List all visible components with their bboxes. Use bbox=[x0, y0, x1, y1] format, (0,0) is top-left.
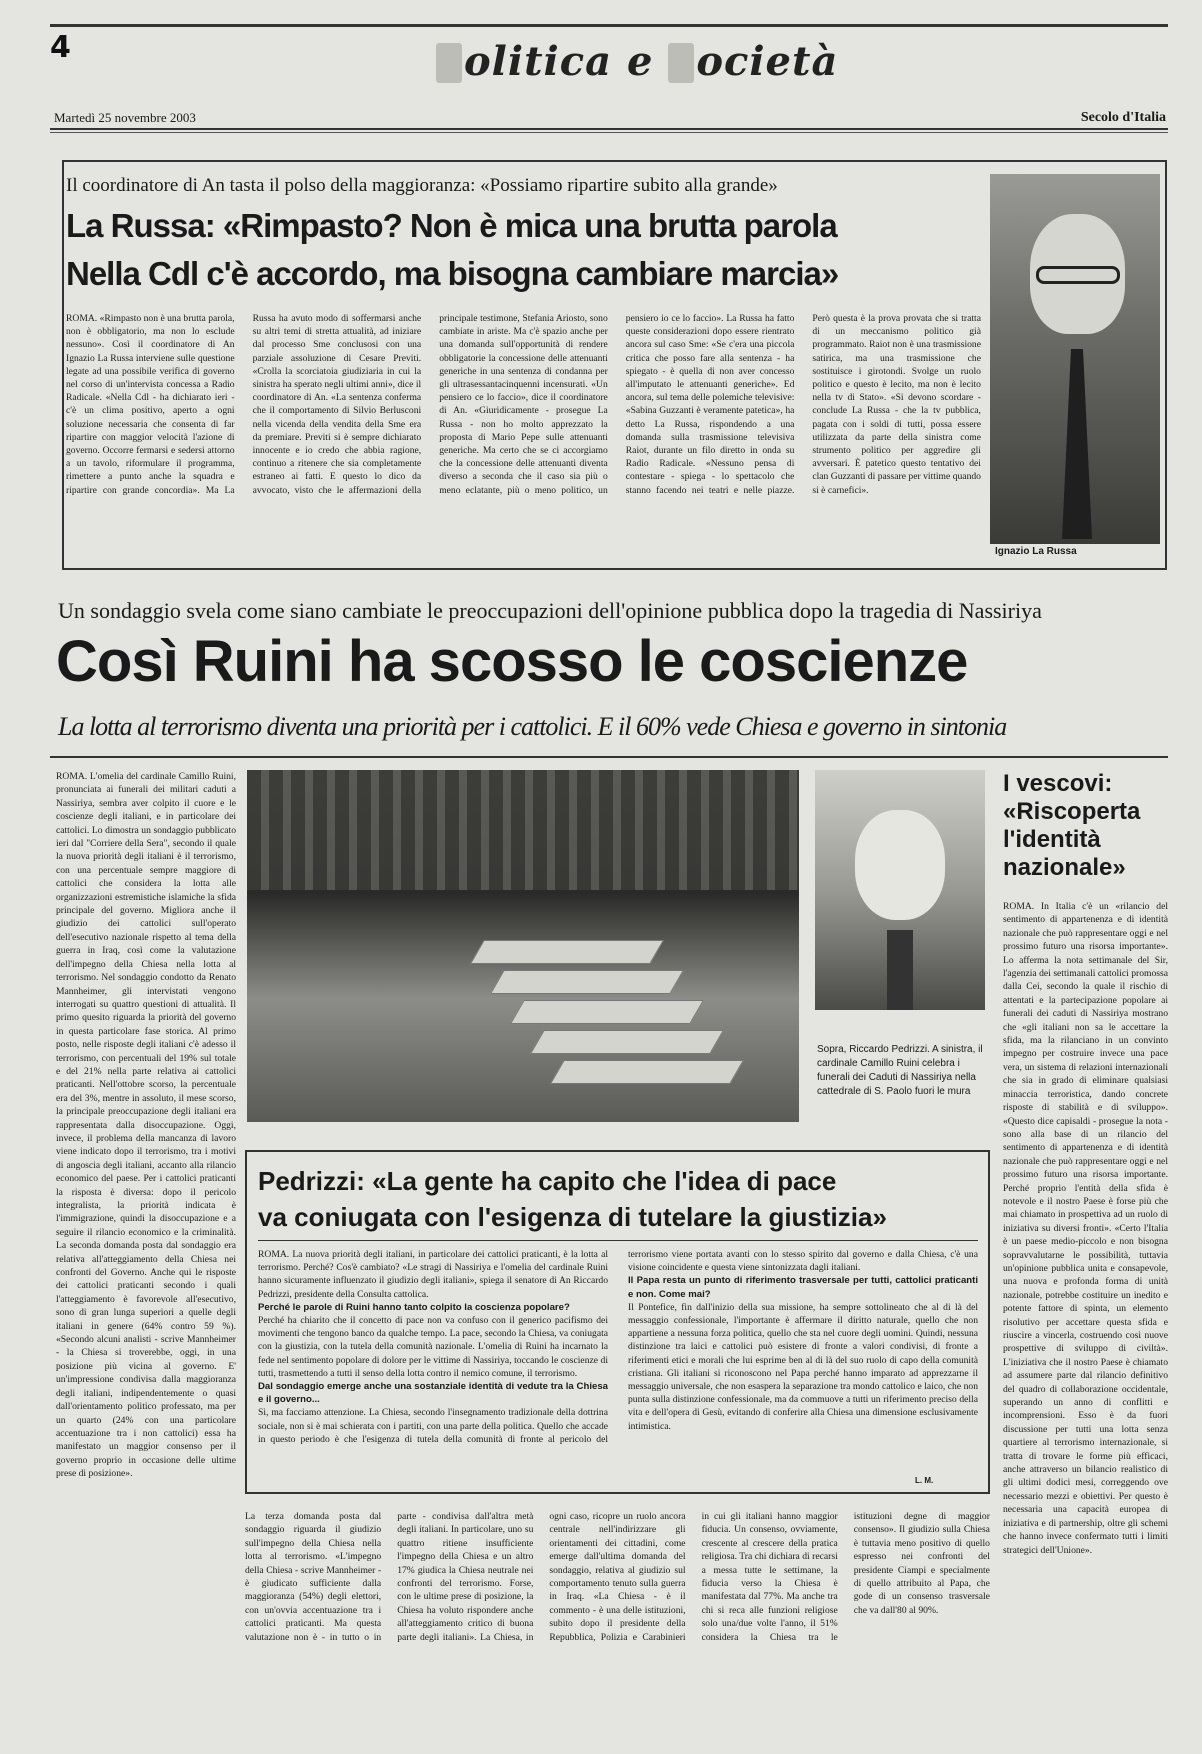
interview-answer: Perché ha chiarito che il concetto di pace non va confuso con il generico pacifismo dei movimenti che tengono banco da qualche tempo. La pace, secondo la Chiesa, va coniugata con la giustizia, con la tutela della comunità nazionale. L'omelia di Ruini ha incarnato la fede nel sentimento popolare di dolore per le vittime di Nassiriya, toccando le coscienze di tutti, trasmettendo a tutti il senso della lotta contro il nemico comune, il terrorismo. bbox=[258, 1315, 608, 1379]
section-initial-p-graphic bbox=[436, 43, 462, 83]
portrait-face bbox=[855, 810, 945, 920]
interview-question: Dal sondaggio emerge anche una sostanziale identità di vedute tra la Chiesa e il governo... bbox=[258, 1381, 608, 1406]
tie-graphic bbox=[1062, 349, 1092, 539]
coffin-graphic bbox=[550, 1060, 744, 1084]
section-title-text-1: olitica e bbox=[464, 38, 669, 85]
coffin-graphic bbox=[490, 970, 684, 994]
article-la-russa-headline bbox=[66, 202, 986, 298]
masthead-rule bbox=[50, 128, 1168, 130]
tie-graphic bbox=[887, 930, 913, 1010]
section-title-text-2: ocietà bbox=[696, 38, 839, 85]
interview-headline-line-2: va coniugata con l'esigenza di tutelare la giustizia» bbox=[258, 1202, 887, 1232]
interview-headline-line-1: Pedrizzi: «La gente ha capito che l'idea di pace bbox=[258, 1166, 837, 1196]
interview-headline bbox=[258, 1163, 978, 1235]
main-story-kicker: Un sondaggio svela come siano cambiate le preoccupazioni dell'opinione pubblica dopo la tragedia di Nassiriya bbox=[58, 598, 1042, 623]
article-la-russa-body: ROMA. «Rimpasto non è una brutta parola, non è obbligatorio, ma non lo esclude nessuno». Così il coordinatore di An Ignazio La Russa interviene sulle questione legate ad una possibile verifica di governo nel corso di un'intervista concessa a Radio Radicale. «Nella Cdl - ha dichiarato ieri - c'è un clima positivo, aperto a ogni soluzione necessaria che consenta di far ripartire con maggior velocità l'azione di governo. Occorre fermarsi e sedersi attorno a un tavolo, riformulare il programma, rimettere a punto anche la squadra e ripartire con grande concordia». Ma La Russa ha avuto modo di soffermarsi anche su altri temi di stretta attualità, ad iniziare dal processo Sme conclusosi con una parziale assoluzione di Cesare Previti. «Crolla la scorciatoia giudiziaria in cui la sinistra ha sperato negli ultimi anni», dice il coordinatore di An. «La sentenza conferma che il comportamento di Silvio Berlusconi nella vicenda della vendita della Sme era da premiare. Previti si è sempre dichiarato innocente e io credo che abbia ragione, continuo a ritenere che sia completamente estraneo ai fatti. E questo lo dico da avvocato, visto che le affermazioni della principale testimone, Stefania Ariosto, sono cambiate in ariste. Ma c'è spazio anche per una domanda sull'opportunità di rendere obbligatorie la concessione delle attenuanti generiche in una sentenza di condanna per gli ultrasessantacinquenni incensurati. «Un pensiero ce lo faccio», dice il coordinatore di An. «Giuridicamente - prosegue La Russa - non ho molto apprezzato la proposta di Mario Pepe sulle attenuanti generiche. Ma certo che se ci accorgiamo che la concessione delle attenuanti diventa diverso a seconda che il caso sia più o meno eclatante, più o meno politico, un pensiero io ce lo faccio». La Russa ha fatto queste considerazioni dopo essere rientrato ancora sul caso Sme: «Se c'era una piccola critica che posso fare alla sentenza - ha spiegato - è quella di non aver concesso all'imputato le attenuanti generiche». Ed ancora, sul tema delle polemiche televisive: «Sabina Guzzanti è veramente patetica», ha detto La Russa, rispondendo a una domanda sulla trasmissione televisiva Raiot, durante un filo diretto in onda su Radio Radicale. «Nessuno pensa di contestare - spiega - lo spettacolo che stanno facendo nei teatri e nelle piazze. Però questa è la prova provata che si tratta di un meccanismo politico già programmato. Raiot non è una trasmissione satirica, ma una trasmissione che sostituisce i girotondi. Svolge un ruolo politico e questo è lecito, ma non è lecito nella tv di Stato». «Si devono scordare - conclude La Russa - che la tv pubblica, pagata con i soldi di tutti, possa essere utilizzata da parte della sinistra come strumento politico per aggredire gli avversari. È patetico questo tentativo dei clan Guzzanti di passare per vittime quando si è carnefici». bbox=[66, 313, 981, 496]
sidebar-headline: I vescovi: «Riscoperta l'identità nazionale» bbox=[1003, 770, 1141, 881]
glasses-icon bbox=[1036, 266, 1120, 284]
main-story-subhead: La lotta al terrorismo diventa una priorità per i cattolici. E il 60% vede Chiesa e governo in sintonia bbox=[58, 712, 1007, 741]
photo-caption: Sopra, Riccardo Pedrizzi. A sinistra, il cardinale Camillo Ruini celebra i funerali dei Caduti di Nassiriya nella cattedrale di S. Paolo fuori le mura bbox=[817, 1044, 983, 1097]
main-story-bottom-columns: La terza domanda posta dal sondaggio riguarda il giudizio sull'impegno della Chiesa nella lotta al terrorismo. «L'impegno della Chiesa - scrive Mannheimer - è giudicato sufficiente dalla maggioranza (54%) degli elettori, con un'ovvia accentuazione tra i cattolici praticanti. Ma questa valutazione non è - in tutto o in parte - condivisa dall'altra metà degli italiani. In particolare, uno su quattro ritiene insufficiente l'impegno della Chiesa e un altro 17% giudica la Chiesa neutrale nei confronti del terrorismo. Forse, con le ultime prese di posizione, la Chiesa ha voluto rispondere anche all'atteggiamento critico di buona parte degli italiani». La Chiesa, in ogni caso, ricopre un ruolo ancora centrale nell'indirizzare gli orientamenti dei cittadini, come emerge dall'ultima domanda del sondaggio, relativa al giudizio sul comportamento tenuto sulla guerra in Iraq. «La Chiesa - è il commento - è una delle istituzioni, subito dopo il presidente della Repubblica, Polizia e Carabinieri in cui gli italiani hanno maggior fiducia. Un consenso, ovviamente, crescente al crescere della pratica religiosa. Tra chi dichiara di recarsi a messa tutte le settimane, la fiducia verso la Chiesa è manifestata dal 77%. Ma anche tra chi si reca alle funzioni religiose solo una/due volte l'anno, il 51% considera la Chiesa tra le istituzioni degne di maggior consenso». Il giudizio sulla Chiesa è tuttavia meno positivo di quello espresso nei confronti del presidente Ciampi e specialmente di quello attribuito al Papa, che gode di un consenso trasversale che va dall'80 al 90%. bbox=[245, 1511, 990, 1643]
interview-body bbox=[258, 1248, 978, 1473]
coffin-graphic bbox=[530, 1030, 724, 1054]
section-title bbox=[436, 38, 838, 85]
top-rule bbox=[50, 24, 1168, 27]
page-number: 4 bbox=[50, 30, 71, 65]
main-story-headline: Così Ruini ha scosso le coscienze bbox=[56, 629, 968, 694]
section-initial-s-graphic bbox=[668, 43, 694, 83]
sidebar-body: ROMA. In Italia c'è un «rilancio del sentimento di appartenenza e di identità nazionale che può rappresentare oggi e nel prossimo futuro una risorsa importante». Lo afferma la nota settimanale del Sir, l'agenzia dei settimanali cattolici promossa dalla Cei, secondo la quale il rischio di attentati e la partecipazione popolare ai funerali dei caduti di Nassiriya mostrano che «gli italiani non sa le accettare la sfida, ma la rilanciano in un convinto impegno per costruire invece una pace vera, un sistema di relazioni internazionali che sia in grado di eliminare qualsiasi minaccia terroristica, dando concrete risposte di stabilità e di sviluppo». «Questo dice capisaldi - prosegue la nota - sono alla base di un rilancio del sentimento di appartenenza e di identità nazionale che può rappresentare oggi e nel prossimo futuro una risorsa importante. Perché proprio l'entità della sfida è notevole e il nostro Paese è forse più che mai chiamato in prospettiva ad un ruolo di iniziativa su diversi fronti». «Certo l'Italia è un paese medio-piccolo e non bisogna sopravvalutarne le possibilità, tuttavia un'opinione pubblica unita e consapevole, una nuova e profonda forma di unità nazionale, potrebbe costituire un inedito e potente fattore di spinta, un elemento risolutivo per accettare questa sfida e riuscire a vincerla, costruendo così nuove prospettive di sviluppo di civiltà». L'iniziativa che il nostro Paese è chiamato ad assumere parte dal rilancio definitivo del quadro di collaborazione occidentale, superando un anno di conflitti e incomprensioni. Esso è da fuori discussione per tutti una lotta senza quartiere al terrorismo internazionale, si tratta di trovare le forme più efficaci, anche attraverso un bilancio realistico di gli ultimi dodici mesi, correggendo ove necessario mezzi e obiettivi. Per questo è necessaria una capacità europea di iniziativa e di partnership, oltre gli schemi che hanno invece confermato tutti i limiti strategici dell'Unione». bbox=[1003, 901, 1168, 1556]
interview-question: Perché le parole di Ruini hanno tanto colpito la coscienza popolare? bbox=[258, 1301, 570, 1313]
article-la-russa-kicker: Il coordinatore di An tasta il polso della maggioranza: «Possiamo ripartire subito alla grande» bbox=[66, 175, 778, 196]
la-russa-photo-caption: Ignazio La Russa bbox=[995, 546, 1077, 557]
coffin-graphic bbox=[510, 1000, 704, 1024]
interview-question: Il Papa resta un punto di riferimento trasversale per tutti, cattolici praticanti e non. Come mai? bbox=[628, 1275, 978, 1300]
masthead-rule-thin bbox=[50, 132, 1168, 133]
funeral-photo bbox=[247, 770, 799, 1122]
interview-signature: L. M. bbox=[915, 1476, 934, 1485]
headline-line-2: Nella Cdl c'è accordo, ma bisogna cambiare marcia» bbox=[66, 255, 839, 292]
main-story-left-column: ROMA. L'omelia del cardinale Camillo Ruini, pronunciata ai funerali dei militari caduti a Nassiriya, sembra aver colpito il cuore e le coscienze degli italiani, e in particolare dei cattolici. Lo dimostra un sondaggio pubblicato ieri dal "Corriere della Sera", secondo il quale la nuova priorità degli italiani è il terrorismo, con una percentuale sempre maggiore di cattolici che considera la lotta alle organizzazioni estremistiche islamiche la sfida principale del governo. Migliora anche il giudizio dei cattolici sull'operato dell'esecutivo nazionale rispetto al tema della guerra in Iraq, così come la valutazione dell'impegno della Chiesa nella lotta al terrorismo. Nel sondaggio condotto da Renato Mannheimer, gli intervistati vengono interrogati su quattro questioni di attualità. Il primo quesito riguarda la priorità del governo in questa particolare fase storica. Al primo posto, nelle risposte degli italiani c'è adesso il terrorismo, con percentuali del 19% sul totale e del 21% nella parte relativa ai cattolici praticanti. Nell'ottobre scorso, la percentuale era del 3%, mentre in assoluto, il mese scorso, la principale preoccupazione degli italiani era rappresentata dalla disoccupazione. Oggi, invece, il problema della mancanza di lavoro viene indicato dopo il terrorismo, tra i motivi di angoscia degli italiani, accanto alla rilancio economico del paese. Per i cattolici praticanti la risposta è diversa: dopo il pericolo integralista, la priorità indicata è l'immigrazione, quindi la disoccupazione e a seguire il rilancio economico e la criminalità. La seconda domanda posta dal sondaggio era relativa all'atteggiamento della Chiesa nei confronti del Governo. Anche qui le risposte dei cattolici praticanti secondo i quali l'atteggiamento è favorevole all'esecutivo, sono di gran lunga superiori a quelle degli italiani in genere (64% contro 59 %). «Secondo alcuni analisti - scrive Mannheimer - la Chiesa si troverebbe, oggi, in una posizione più vicina al governo. E' un'impressione condivisa dalla maggioranza degli italiani, indipendentemente o quasi dall'orientamento politico professato, ma per un quarto (24% con una particolare accentuazione tra i non cattolici) essa ha manifestato un maggior consenso per il governo proprio in occasione delle ultime prese di posizione». bbox=[56, 771, 236, 1480]
crowd-graphic bbox=[247, 770, 799, 890]
pedrizzi-photo bbox=[815, 770, 985, 1010]
la-russa-photo bbox=[990, 174, 1160, 544]
coffin-graphic bbox=[470, 940, 664, 964]
interview-intro: ROMA. La nuova priorità degli italiani, in particolare dei cattolici praticanti, è la lotta al terrorismo. Perché? Cos'è cambiato? «Le stragi di Nassiriya e l'omelia del cardinale Ruini hanno sicuramente influenzato il giudizio degli italiani», spiega il senatore di An Riccardo Pedrizzi, presidente della Consulta cattolica. bbox=[258, 1249, 608, 1300]
interview-answer: Il Pontefice, fin dall'inizio della sua missione, ha sempre sottolineato che al di là del messaggio confessionale, l'importante è affermare il diritto naturale, quello che non appartiene a nessuna forza politica, quello che sta nel cuore degli uomini. Quindi, nessuna distinzione tra laici e cattolici può esistere di fronte a valori condivisi, di fronte a riferimenti etici e morali che lui esprime ben al di là del suo ruolo di capo della comunità cristiana. Gli italiani si riconoscono nel Papa perché hanno imparato ad apprezzarne il messaggio universale, che non esaspera la separazione tra mondo cattolico e laico, che non punta sulla distinzione confessionale, ma da commuove a tutti un riferimento preciso della vita e dell'opera di Gesù, evitando di conferire alla Chiesa una dimensione esclusivamente intimistica. bbox=[628, 1301, 978, 1432]
interview-rule bbox=[258, 1240, 978, 1241]
main-story-rule bbox=[50, 756, 1168, 758]
interview-answer: Sì, ma facciamo attenzione. La Chiesa, secondo l'insegnamento tradizionale della dottrina sociale, non si è mai schierata con i partiti, con una parte della politica. Quello che accade in questo periodo è che l'esigenza di tutela della comunità di fronte al pericolo del terrorismo viene portata avanti con lo stesso spirito dal governo e dalla Chiesa, c'è una visione coincidente e questa viene sintonizzata dagli italiani. bbox=[258, 1249, 978, 1445]
issue-date: Martedì 25 novembre 2003 bbox=[54, 110, 196, 125]
headline-line-1: La Russa: «Rimpasto? Non è mica una brutta parola bbox=[66, 207, 837, 244]
newspaper-name: Secolo d'Italia bbox=[1080, 110, 1166, 125]
